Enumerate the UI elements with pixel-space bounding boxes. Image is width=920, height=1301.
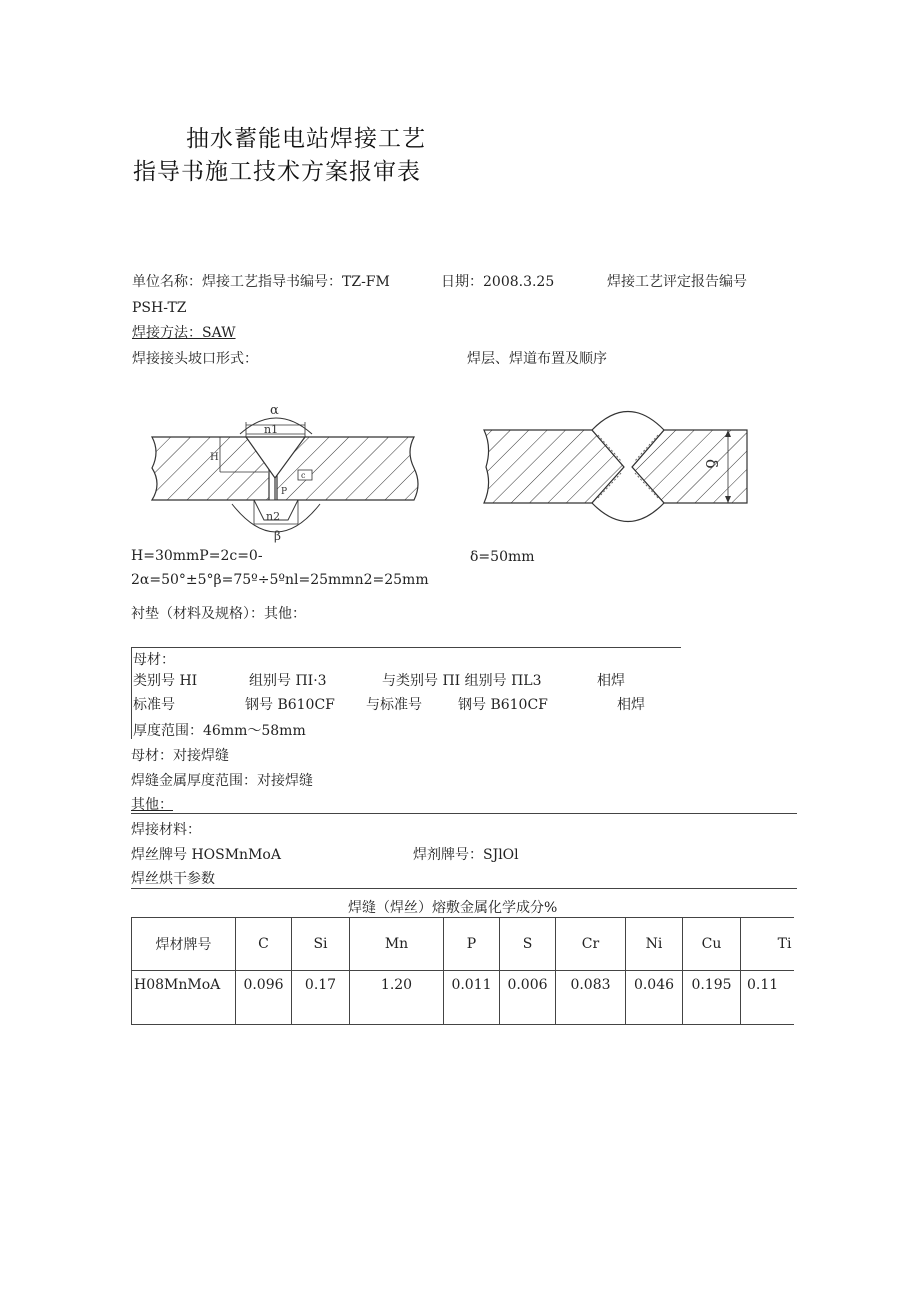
header-cell: Cr [556,918,626,971]
header-cell: P [444,918,500,971]
groove-form-label: 焊接接头坡口形式： [132,351,258,367]
header-cell: S [500,918,556,971]
table-cell: H08MnMoA [132,971,236,1025]
section-divider-2 [131,888,797,889]
backing-label: 衬垫（材料及规格）：其他： [131,606,306,622]
chem-table-caption: 焊缝（焊丝）熔敷金属化学成分% [348,900,558,916]
groove-diagram [148,400,428,550]
base-metal-heading: 母材： [133,652,175,668]
layer-sequence-label: 焊层、焊道布置及顺序 [467,351,607,367]
steel-number: 钢号 B610CF [245,697,335,713]
report-number: PSH-TZ [132,300,187,316]
table-cell: 0.006 [500,971,556,1025]
section-left-rule [131,647,132,739]
other-label: 其他： [131,797,173,813]
h-label: H [210,452,219,463]
n2-label: n2 [266,510,281,523]
materials-heading: 焊接材料： [131,822,201,838]
alpha-label: α [270,403,279,418]
table-cell: 0.011 [444,971,500,1025]
table-cell: 0.11 [741,971,794,1025]
section-top-rule [131,647,681,648]
with-class-group: 与类别号 ΠI 组别号 ΠL3 [382,673,542,689]
thickness-range: 厚度范围：46mm～58mm [133,723,306,739]
weld-thickness-range: 焊缝金属厚度范围：对接焊缝 [131,773,313,789]
table-row [132,971,794,1025]
table-cell: 0.046 [626,971,683,1025]
chem-composition-table [131,917,794,1025]
table-cell: 0.17 [292,971,350,1025]
flux-grade: 焊剂牌号：SJlOl [413,847,519,863]
beta-label: β [274,529,281,543]
wire-baking-params: 焊丝烘干参数 [131,871,215,887]
table-cell: 1.20 [350,971,444,1025]
welding-method: 焊接方法：SAW [132,325,236,341]
p-label: P [281,487,288,497]
unit-name-line: 单位名称：焊接工艺指导书编号：TZ-FM [132,274,390,290]
standard-number: 标准号 [133,697,175,713]
joint-type: 母材：对接焊缝 [131,748,229,764]
left-plate [152,437,269,500]
weld-with-1: 相焊 [597,673,625,689]
header-cell: Cu [683,918,741,971]
header-cell: Ti [741,918,794,971]
layer-diagram [480,405,755,525]
header-cell: Si [292,918,350,971]
group-number: 组别号 ΠI·3 [249,673,327,689]
table-cell: 0.195 [683,971,741,1025]
table-cell: 0.096 [236,971,292,1025]
table-cell: 0.083 [556,971,626,1025]
header-cell: Mn [350,918,444,971]
date-text: 日期：2008.3.25 [441,274,555,290]
section-divider-1 [131,813,797,814]
weld-with-2: 相焊 [617,697,645,713]
groove-params-line1: H=30mmP=2c=0- [131,548,263,564]
n1-label: n1 [264,423,279,436]
report-number-label: 焊接工艺评定报告编号 [607,274,747,290]
delta-label: δ [702,459,721,469]
header-cell: C [236,918,292,971]
thickness-delta: δ=50mm [470,549,535,565]
table-header-row [132,918,794,971]
c-label: c [301,471,306,480]
steel-number-2: 钢号 B610CF [458,697,548,713]
page-title-line1: 抽水蓄能电站焊接工艺 [186,126,426,152]
header-cell: Ni [626,918,683,971]
class-number: 类别号 HI [133,673,198,689]
header-cell: 焊材牌号 [132,918,236,971]
page-title-line2: 指导书施工技术方案报审表 [133,159,421,185]
wire-grade: 焊丝牌号 HOSMnMoA [131,847,281,863]
with-standard: 与标准号 [366,697,422,713]
groove-params-line2: 2α=50°±5°β=75º÷5ºnl=25mmn2=25mm [131,572,429,588]
